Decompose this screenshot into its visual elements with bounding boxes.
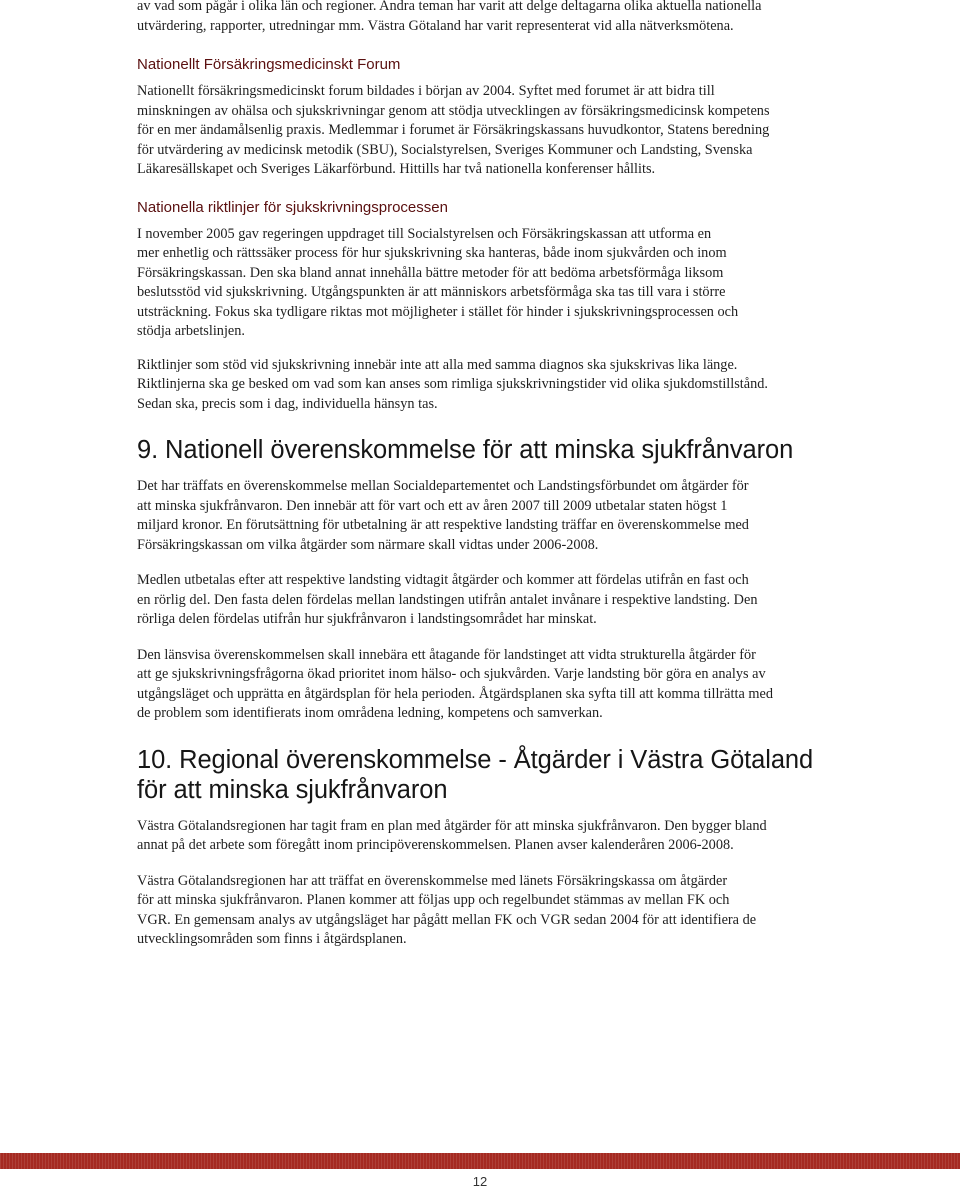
guidelines-paragraph-1 (137, 225, 877, 342)
section-10-paragraph-2 (137, 872, 877, 950)
text-line: för en mer ändamålsenlig praxis. Medlemmar i forumet är Försäkringskassans huvudkontor, Statens beredning (137, 122, 770, 138)
text-line: de problem som identifierats inom områdena ledning, kompetens och samverkan. (137, 705, 603, 721)
text-line: VGR. En gemensam analys av utgångsläget har pågått mellan FK och VGR sedan 2004 för att identifiera de (137, 911, 757, 928)
section-9-paragraph-1 (137, 477, 877, 555)
page-content (137, 0, 877, 950)
text-line: Nationellt försäkringsmedicinskt forum bildades i början av 2004. Syftet med forumet är att bidra till (137, 83, 715, 99)
guidelines-paragraph-2 (137, 356, 877, 415)
text-line: att minska sjukfrånvaron. Den innebär att för vart och ett av åren 2007 till 2009 utbetalar staten högst 1 (137, 497, 728, 514)
text-line: Den länsvisa överenskommelsen skall innebära ett åtagande för landstinget att vidta strukturella åtgärder för (137, 646, 756, 663)
intro-paragraph (137, 0, 877, 36)
text-line: beslutsstöd vid sjukskrivning. Utgångspunkten är att människors arbetsförmåga ska tas till vara i större (137, 284, 726, 300)
text-line: Medlen utbetalas efter att respektive landsting vidtagit åtgärder och kommer att fördelas utifrån en fast och (137, 572, 749, 588)
heading-line: för att minska sjukfrånvaron (137, 775, 448, 804)
text-line: att ge sjukskrivningsfrågorna ökad prioritet inom hälso- och sjukvården. Varje landsting bör göra en analys av (137, 666, 766, 682)
text-line: av vad som pågår i olika län och regioner. Andra teman har varit att delge deltagarna olika aktuella nationella (137, 0, 762, 14)
section-9-paragraph-2 (137, 571, 877, 630)
text-line: annat på det arbete som föregått inom principöverenskommelsen. Planen avser kalenderåren 2006-2008. (137, 837, 734, 853)
text-line: Försäkringskassan. Den ska bland annat innehålla bättre metoder för att bedöma arbetsförmåga liksom (137, 264, 724, 281)
guidelines-heading: Nationella riktlinjer för sjukskrivningsprocessen (137, 198, 448, 216)
forum-heading: Nationellt Försäkringsmedicinskt Forum (137, 56, 401, 73)
text-line: Västra Götalandsregionen har att träffat en överenskommelse med länets Försäkringskassa om åtgärder (137, 872, 728, 889)
text-line: för utvärdering av medicinsk metodik (SBU), Socialstyrelsen, Sveriges Kommuner och Landsting, Svenska (137, 141, 753, 158)
text-line: I november 2005 gav regeringen uppdraget till Socialstyrelsen och Försäkringskassan att utforma en (137, 225, 712, 242)
text-line: Riktlinjerna ska ge besked om vad som kan anses som rimliga sjukskrivningstider vid olika sjukdomstillstånd. (137, 376, 768, 392)
text-line: minskningen av ohälsa och sjukskrivningar genom att stödja utvecklingen av försäkringsmedicinsk kompetens (137, 102, 770, 119)
text-line: Försäkringskassan om vilka åtgärder som närmare skall vidtas under 2006-2008. (137, 536, 599, 553)
text-line: mer enhetlig och rättssäker process för hur sjukskrivning ska hanteras, både inom sjukvården och inom (137, 245, 727, 261)
section-10-paragraph-1 (137, 817, 877, 856)
text-line: Västra Götalandsregionen har tagit fram en plan med åtgärder för att minska sjukfrånvaron. Den bygger bland (137, 817, 767, 834)
forum-paragraph (137, 82, 877, 180)
text-line: miljard kronor. En förutsättning för utbetalning är att respektive landsting träffar en överenskommelse med (137, 517, 749, 533)
heading-line: 10. Regional överenskommelse - Åtgärder i Västra Götaland (137, 745, 814, 774)
section-9-heading: 9. Nationell överenskommelse för att minska sjukfrånvaron (137, 436, 794, 464)
text-line: utsträckning. Fokus ska tydligare riktas mot möjligheter i stället för hinder i sjukskrivningsprocessen och (137, 303, 739, 320)
text-line: stödja arbetslinjen. (137, 323, 245, 339)
text-line: för att minska sjukfrånvaron. Planen kommer att följas upp och regelbundet stämmas av mellan FK och (137, 892, 730, 908)
text-line: Det har träffats en överenskommelse mellan Socialdepartementet och Landstingsförbundet om åtgärder för (137, 478, 749, 494)
text-line: Läkaresällskapet och Sveriges Läkarförbund. Hittills har två nationella konferenser hållits. (137, 161, 656, 177)
text-line: en rörlig del. Den fasta delen fördelas mellan landstingen utifrån antalet invånare i respektive landsting. Den (137, 591, 758, 608)
text-line: utgångsläget och upprätta en åtgärdsplan för hela perioden. Åtgärdsplanen ska syfta till att komma tillrätta med (137, 685, 774, 702)
text-line: Sedan ska, precis som i dag, individuella hänsyn tas. (137, 395, 438, 412)
footer-band (0, 1153, 960, 1169)
section-10-heading (137, 745, 877, 805)
text-line: utvärdering, rapporter, utredningar mm. Västra Götaland har varit representerat vid alla nätverksmötena. (137, 17, 734, 34)
text-line: Riktlinjer som stöd vid sjukskrivning innebär inte att alla med samma diagnos ska sjukskrivas lika länge. (137, 356, 738, 373)
text-line: rörliga delen fördelas utifrån hur sjukfrånvaron i landstingsområdet har minskat. (137, 611, 597, 627)
page-number: 12 (472, 1174, 488, 1189)
text-line: utvecklingsområden som finns i åtgärdsplanen. (137, 931, 407, 947)
section-9-paragraph-3 (137, 646, 877, 724)
